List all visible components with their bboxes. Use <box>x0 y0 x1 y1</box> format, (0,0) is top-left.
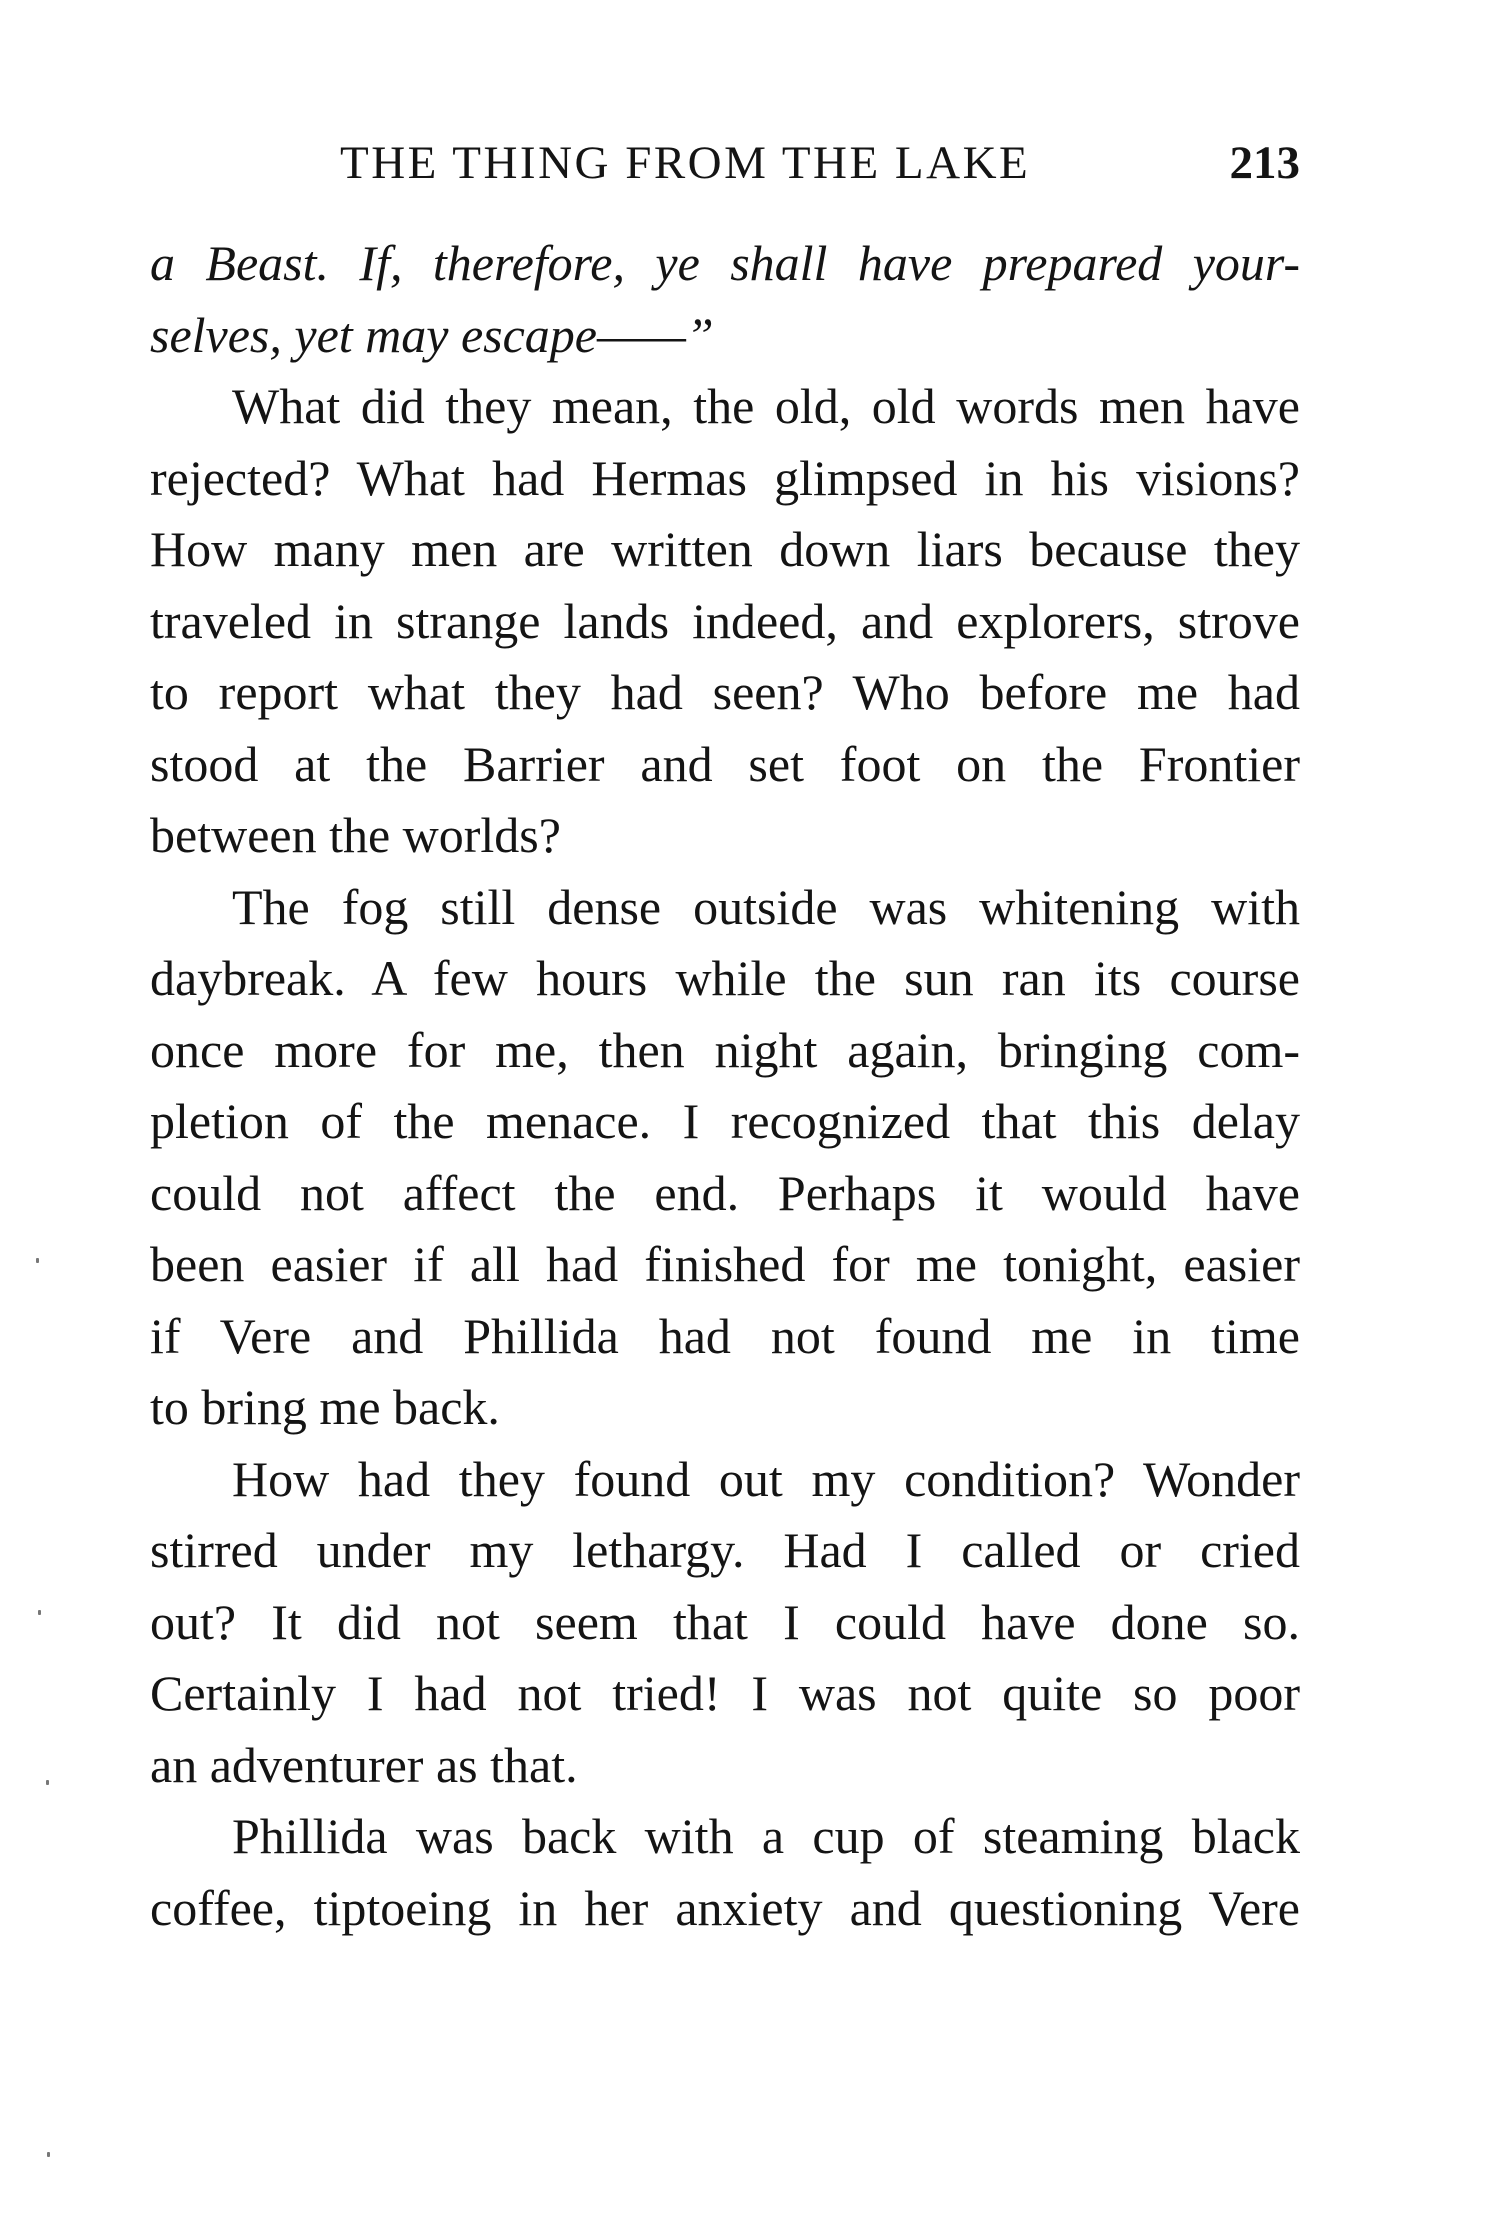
text-line: out? It did not seem that I could have done so. <box>150 1593 1300 1650</box>
text-line: once more for me, then night again, bringing com- <box>150 1021 1300 1078</box>
paragraph <box>150 1801 1300 1944</box>
text-line: to bring me back. <box>150 1379 500 1435</box>
print-speck <box>36 1258 39 1263</box>
text-line: How many men are written down liars because they <box>150 521 1300 577</box>
print-speck <box>46 1780 49 1785</box>
text-line: could not affect the end. Perhaps it would have <box>150 1164 1300 1221</box>
paragraph <box>150 872 1300 1444</box>
text-line: a Beast. If, therefore, ye shall have prepared your- <box>150 235 1300 291</box>
text-line: daybreak. A few hours while the sun ran its course <box>150 950 1300 1006</box>
text-line: traveled in strange lands indeed, and explorers, strove <box>150 592 1300 649</box>
page-header <box>150 128 1300 198</box>
text-line: between the worlds? <box>150 807 561 863</box>
paragraph <box>150 228 1300 371</box>
print-speck <box>38 1610 41 1615</box>
paragraph <box>150 371 1300 872</box>
paragraph <box>150 1444 1300 1802</box>
text-line: an adventurer as that. <box>150 1736 578 1793</box>
text-line: Certainly I had not tried! I was not quite so poor <box>150 1665 1300 1721</box>
text-line: selves, yet may escape——” <box>150 306 714 363</box>
text-line: been easier if all had finished for me tonight, easier <box>150 1236 1300 1292</box>
text-line: pletion of the menace. I recognized that this delay <box>150 1093 1300 1149</box>
text-line: Phillida was back with a cup of steaming black <box>232 1808 1300 1864</box>
text-line: coffee, tiptoeing in her anxiety and questioning Vere <box>150 1879 1300 1936</box>
text-line: if Vere and Phillida had not found me in time <box>150 1307 1300 1364</box>
text-line: rejected? What had Hermas glimpsed in his visions? <box>150 449 1300 506</box>
print-speck <box>47 2152 50 2157</box>
text-line: What did they mean, the old, old words men have <box>232 378 1300 434</box>
running-head: THE THING FROM THE LAKE <box>340 137 1031 189</box>
text-line: The fog still dense outside was whitening with <box>232 878 1300 935</box>
text-line: How had they found out my condition? Wonder <box>232 1450 1300 1507</box>
text-line: to report what they had seen? Who before me had <box>150 664 1300 720</box>
body-text <box>150 228 1300 1944</box>
text-line: stood at the Barrier and set foot on the Frontier <box>150 735 1300 792</box>
page-number: 213 <box>1229 137 1300 189</box>
text-line: stirred under my lethargy. Had I called or cried <box>150 1522 1300 1578</box>
